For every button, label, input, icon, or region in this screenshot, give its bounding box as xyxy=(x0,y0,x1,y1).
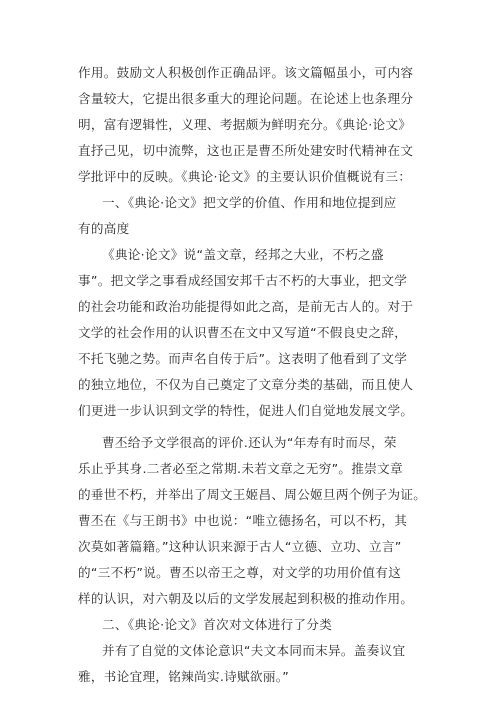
text-line: 次莫如著篇籍。”这种认识来源于古人“立德、立功、立言” xyxy=(78,539,402,554)
section-heading-line: 有的高度 xyxy=(78,221,130,236)
text-line: 含量较大，它提出很多重大的理论问题。在论述上也条理分 xyxy=(78,91,414,106)
text-line: 样的认识，对六朝及以后的文学发展起到积极的推动作用。 xyxy=(78,591,414,606)
text-line: 《典论·论文》说“盖文章，经邦之大业，不朽之盛 xyxy=(102,247,384,262)
text-line: 直抒己见，切中流弊，这也正是曹丕所处建安时代精神在文 xyxy=(78,143,414,158)
text-line: 明，富有逻辑性，义理、考据颇为鲜明充分。《典论·论文》 xyxy=(78,117,412,132)
text-line: 作用。鼓励文人积极创作正确品评。该文篇幅虽小，可内容 xyxy=(78,65,414,80)
section-heading-line: 二、《典论·论文》首次对文体进行了分类 xyxy=(102,617,333,632)
text-line: 学批评中的反映。《典论·论文》的主要认识价值概说有三： xyxy=(78,169,412,184)
text-line: 并有了自觉的文体论意识“夫文本同而末异。盖奏议宜 xyxy=(102,643,406,658)
text-line: 乐止乎其身.二者必至之常期.未若文章之无穷”。推崇文章 xyxy=(78,461,403,476)
text-line: 曹丕在《与王朗书》中也说：“唯立德扬名，可以不朽，其 xyxy=(78,513,408,528)
text-line: 们更进一步认识到文学的特性，促进人们自觉地发展文学。 xyxy=(78,403,414,418)
text-line: 不托飞驰之势。而声名自传于后”。这表明了他看到了文学 xyxy=(78,351,408,366)
text-line: 文学的社会作用的认识曹丕在文中又写道“不假良史之辞， xyxy=(78,325,408,340)
text-line: 曹丕给予文学很高的评价.还认为“年寿有时而尽，荣 xyxy=(102,435,397,450)
section-heading-line: 一、《典论·论文》把文学的价值、作用和地位提到应 xyxy=(102,195,397,210)
text-line: 的社会功能和政治功能提得如此之高，是前无古人的。对于 xyxy=(78,299,414,314)
text-line: 的“三不朽”说。曹丕以帝王之尊，对文学的功用价值有这 xyxy=(78,565,402,580)
text-line: 雅，书论宜理，铭辣尚实.诗赋欲丽。” xyxy=(78,669,290,684)
text-line: 的独立地位，不仅为自己奠定了文章分类的基础，而且使人 xyxy=(78,377,414,392)
text-line: 事”。把文学之事看成经国安邦千古不朽的大事业，把文学 xyxy=(78,273,408,288)
text-line: 的垂世不朽，并举出了周文王姬昌、周公姬旦两个例子为证。 xyxy=(78,487,427,502)
